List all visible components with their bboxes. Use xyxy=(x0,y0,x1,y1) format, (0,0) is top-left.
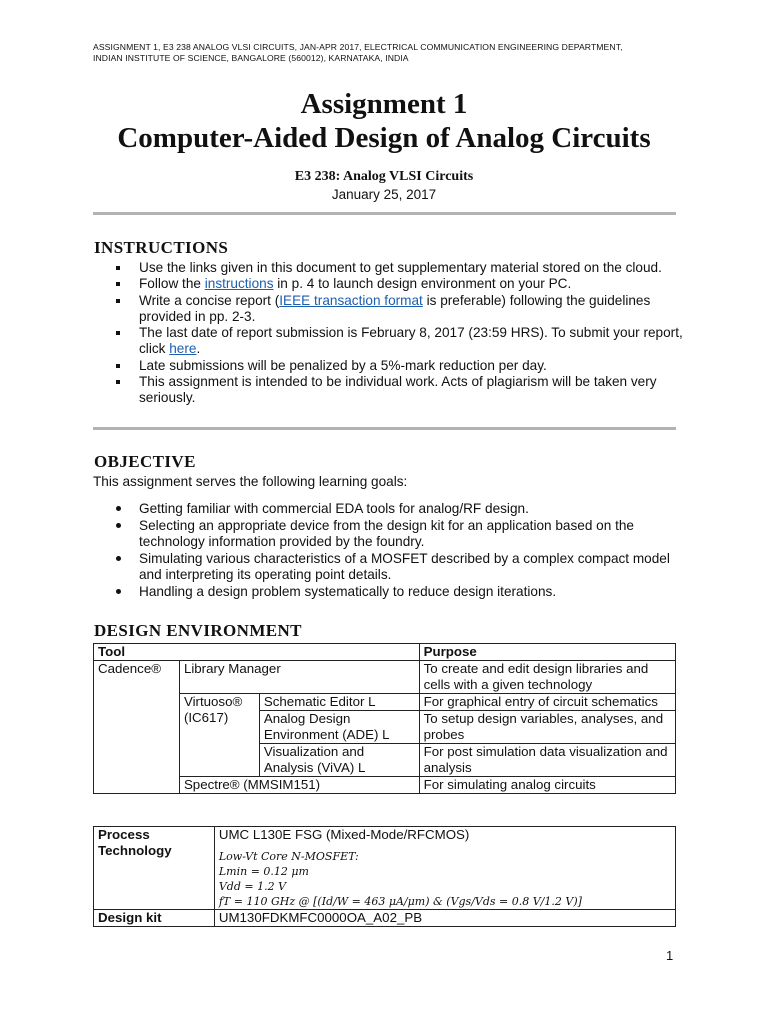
table-row xyxy=(94,661,676,694)
table-cell: For post simulation data visualization and analysis xyxy=(419,744,675,777)
table-cell: Spectre® (MMSIM151) xyxy=(179,777,419,794)
table-cell: To create and edit design libraries and cells with a given technology xyxy=(419,661,675,694)
table-cell: Library Manager xyxy=(179,661,419,694)
table-cell xyxy=(214,827,675,910)
page-number: 1 xyxy=(666,948,674,963)
list-item: Follow the instructions in p. 4 to launch design environment on your PC. xyxy=(93,276,683,292)
table-row xyxy=(94,827,676,910)
objective-goals-list xyxy=(93,501,683,601)
instructions-link[interactable]: instructions xyxy=(204,276,274,292)
bullet-icon xyxy=(116,589,121,594)
process-name: UMC L130E FSG (Mixed-Mode/RFCMOS) xyxy=(218,827,470,842)
running-header-line1: ASSIGNMENT 1, E3 238 ANALOG VLSI CIRCUITS, JAN-APR 2017, ELECTRICAL COMMUNICATION ENGINEERING DEPARTMENT, xyxy=(93,42,623,52)
table-cell: To setup design variables, analyses, and probes xyxy=(419,711,675,744)
bullet-icon xyxy=(116,380,120,384)
table-header-cell: Purpose xyxy=(419,644,675,661)
list-item: Late submissions will be penalized by a 5%-mark reduction per day. xyxy=(93,358,683,374)
objective-intro: This assignment serves the following learning goals: xyxy=(93,474,408,489)
bullet-icon xyxy=(116,523,121,528)
list-item: The last date of report submission is February 8, 2017 (23:59 HRS). To submit your report, click here. xyxy=(93,325,683,358)
table-row xyxy=(94,694,676,711)
table-cell: Analog Design Environment (ADE) L xyxy=(259,711,419,744)
bullet-icon xyxy=(116,266,120,270)
document-date: January 25, 2017 xyxy=(331,187,437,202)
table-row xyxy=(94,777,676,794)
list-item: Use the links given in this document to get supplementary material stored on the cloud. xyxy=(93,260,683,276)
instructions-heading: INSTRUCTIONS xyxy=(94,238,229,257)
list-item: Selecting an appropriate device from the design kit for an application based on the technology information provided by the foundry. xyxy=(93,518,683,551)
table-cell: Virtuoso® (IC617) xyxy=(179,694,259,777)
divider xyxy=(93,427,676,430)
running-header-line2: INDIAN INSTITUTE OF SCIENCE, BANGALORE (560012), KARNATAKA, INDIA xyxy=(93,53,409,63)
divider xyxy=(93,212,676,215)
table-row xyxy=(94,644,676,661)
table-cell: For simulating analog circuits xyxy=(419,777,675,794)
bullet-icon xyxy=(116,331,120,335)
running-header xyxy=(93,42,693,64)
bullet-icon xyxy=(116,282,120,286)
design-environment-heading: DESIGN ENVIRONMENT xyxy=(94,621,302,640)
table-cell: For graphical entry of circuit schematics xyxy=(419,694,675,711)
list-item: Simulating various characteristics of a MOSFET described by a complex compact model and interpreting its operating point details. xyxy=(93,551,683,584)
table-cell: Schematic Editor L xyxy=(259,694,419,711)
list-item: This assignment is intended to be individual work. Acts of plagiarism will be taken very seriously. xyxy=(93,374,683,407)
list-item: Getting familiar with commercial EDA tools for analog/RF design. xyxy=(93,501,683,518)
device-label: Low-Vt Core N-MOSFET: xyxy=(218,850,359,863)
table-cell: Visualization and Analysis (ViVA) L xyxy=(259,744,419,777)
bullet-icon xyxy=(116,364,120,368)
table-cell: Design kit xyxy=(94,910,215,927)
lmin-equation: Lmin = 0.12 μm xyxy=(218,865,309,878)
table-cell: UM130FDKMFC0000OA_A02_PB xyxy=(214,910,675,927)
title-line2: Computer-Aided Design of Analog Circuits xyxy=(117,122,651,154)
design-environment-table xyxy=(93,643,676,794)
ft-equation: fT = 110 GHz @ [(Id/W = 463 μA/μm) & (Vgs/Vds = 0.8 V/1.2 V)] xyxy=(218,895,582,908)
process-technology-table xyxy=(93,826,676,927)
list-item: Handling a design problem systematically to reduce design iterations. xyxy=(93,584,683,601)
instructions-list xyxy=(93,260,683,407)
vdd-equation: Vdd = 1.2 V xyxy=(218,880,287,893)
title-line1: Assignment 1 xyxy=(300,88,468,120)
bullet-icon xyxy=(116,556,121,561)
submission-link[interactable]: here xyxy=(169,341,197,357)
ieee-format-link[interactable]: IEEE transaction format xyxy=(279,292,423,308)
table-row xyxy=(94,910,676,927)
table-cell: Process Technology xyxy=(94,827,215,910)
bullet-icon xyxy=(116,299,120,303)
course-subtitle: E3 238: Analog VLSI Circuits xyxy=(294,169,474,184)
objective-heading: OBJECTIVE xyxy=(94,452,196,471)
table-cell: Cadence® xyxy=(94,661,180,794)
list-item: Write a concise report (IEEE transaction format is preferable) following the guidelines provided in pp. 2-3. xyxy=(93,293,683,326)
table-header-cell: Tool xyxy=(94,644,420,661)
bullet-icon xyxy=(116,506,121,511)
